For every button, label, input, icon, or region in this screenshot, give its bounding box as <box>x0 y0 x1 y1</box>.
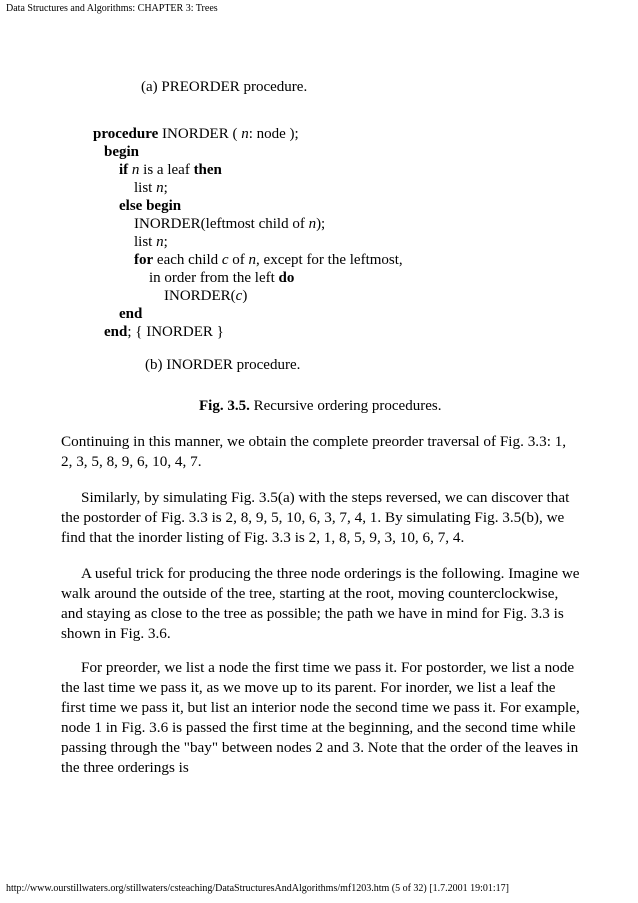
code-text: of <box>228 252 249 268</box>
code-var: n <box>248 252 257 268</box>
paragraph-preorder: Continuing in this manner, we obtain the complete preorder traversal of Fig. 3.3: 1, 2, 3, 5, 8, 9, 6, 10, 4, 7. <box>61 433 567 470</box>
code-line-11 <box>93 305 403 323</box>
code-text: : node ); <box>248 126 299 142</box>
code-text: is a leaf <box>139 162 194 178</box>
running-head: Data Structures and Algorithms: CHAPTER 3: Trees <box>6 3 218 14</box>
code-text: ; { INORDER } <box>127 324 224 340</box>
code-text: INORDER ( <box>158 126 242 142</box>
code-line-10 <box>93 287 403 305</box>
keyword: procedure <box>93 126 159 142</box>
keyword: do <box>278 270 295 286</box>
code-line-4 <box>93 179 403 197</box>
code-text: ); <box>316 216 326 232</box>
code-text: list <box>134 180 157 196</box>
figure-caption <box>199 397 441 415</box>
code-var: c <box>221 252 229 268</box>
code-text: INORDER( <box>164 288 236 304</box>
paragraph-listing-rules: For preorder, we list a node the first time we pass it. For postorder, we list a node the last time we pass it, as we move up to its parent. For inorder, we list a leaf the first time we pass it, but list an interior node the second time we pass it. For example, node 1 in Fig. 3.6 is passed the first time at the beginning, and the second time while passing through the "bay" between nodes 2 and 3. Note that the order of the leaves in the three orderings is <box>61 659 580 776</box>
code-text: each child <box>153 252 222 268</box>
code-text: ; <box>163 180 168 196</box>
paragraph-postorder-inorder: Similarly, by simulating Fig. 3.5(a) with the steps reversed, we can discover that the postorder of Fig. 3.3 is 2, 8, 9, 5, 10, 6, 3, 7, 4, 1. By simulating Fig. 3.5(b), we find that the inorder listing of Fig. 3.3 is 2, 1, 8, 5, 9, 3, 10, 6, 7, 4. <box>61 489 570 546</box>
code-var: n <box>156 180 164 196</box>
code-text: list <box>134 234 157 250</box>
inorder-procedure-code <box>93 125 403 341</box>
code-line-12 <box>93 323 403 341</box>
keyword: begin <box>104 144 140 160</box>
code-line-9 <box>93 269 403 287</box>
code-text: in order from the left <box>149 270 279 286</box>
code-var: n <box>156 234 164 250</box>
keyword: for <box>134 252 154 268</box>
figure-label: Fig. 3.5. <box>199 398 250 414</box>
code-text: INORDER(leftmost child of <box>134 216 309 232</box>
code-var: n <box>131 162 140 178</box>
page-footer-url: http://www.ourstillwaters.org/stillwaters/csteaching/DataStructuresAndAlgorithms/mf1203.htm (5 of 32) [1.7.2001 19:01:17] <box>6 883 509 894</box>
keyword: else begin <box>119 198 182 214</box>
keyword: end <box>104 324 128 340</box>
code-line-6 <box>93 215 403 233</box>
keyword: if <box>119 162 129 178</box>
caption-b: (b) INORDER procedure. <box>145 357 301 373</box>
keyword: then <box>193 162 222 178</box>
figure-caption-text: Recursive ordering procedures. <box>249 398 442 414</box>
code-line-3 <box>93 161 403 179</box>
code-line-5 <box>93 197 403 215</box>
code-text: ; <box>163 234 168 250</box>
code-var: c <box>235 288 243 304</box>
code-line-1 <box>93 125 403 143</box>
code-var: n <box>308 216 317 232</box>
paragraph-useful-trick: A useful trick for producing the three node orderings is the following. Imagine we walk around the outside of the tree, starting at the root, moving counterclockwise, and staying as close to the tree as possible; the path we have in mind for Fig. 3.3 is shown in Fig. 3.6. <box>61 565 580 642</box>
code-line-8 <box>93 251 403 269</box>
code-line-2 <box>93 143 403 161</box>
caption-a: (a) PREORDER procedure. <box>141 79 308 95</box>
code-line-7 <box>93 233 403 251</box>
code-text: , except for the leftmost, <box>256 252 403 268</box>
code-var: n <box>241 126 249 142</box>
keyword: end <box>119 306 143 322</box>
code-text: ) <box>242 288 248 304</box>
